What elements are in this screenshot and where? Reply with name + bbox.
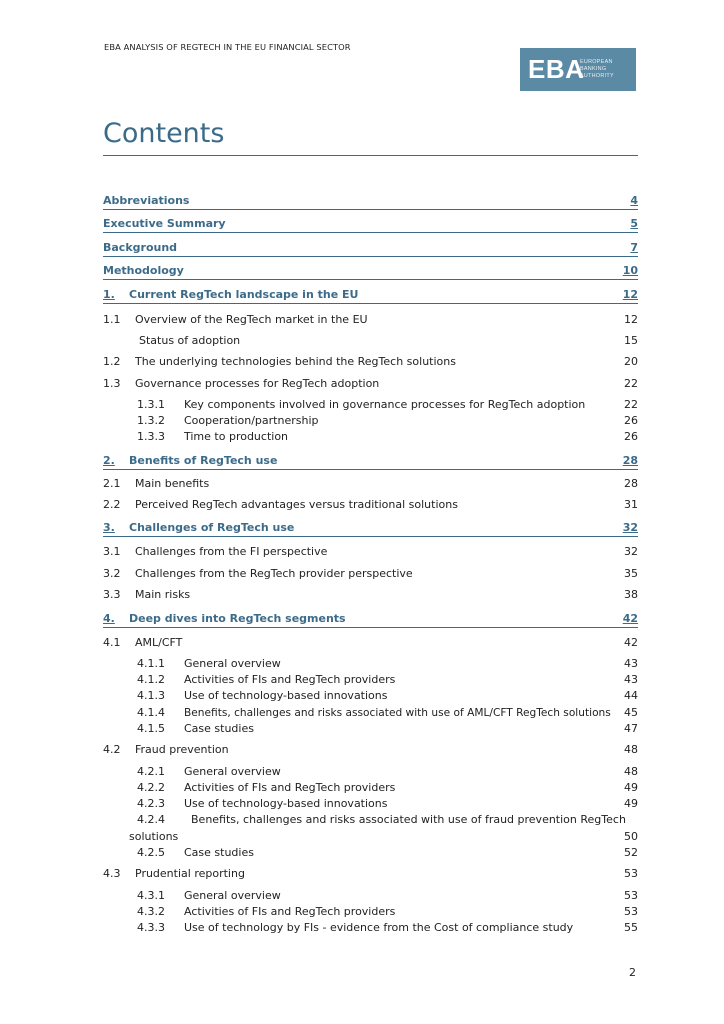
- toc-entry-page: 28: [624, 477, 638, 490]
- toc-entry-num: 4.2.1: [137, 765, 165, 778]
- toc-entry-num: 2.: [103, 454, 115, 467]
- toc-entry-page: 48: [624, 743, 638, 756]
- toc-entry-num: 4.2.2: [137, 781, 165, 794]
- toc-entry-page: 35: [624, 567, 638, 580]
- toc-entry-text: General overview: [184, 889, 281, 902]
- toc-entry-page: 15: [624, 334, 638, 347]
- toc-entry-page: 5: [630, 217, 638, 230]
- toc-entry-page: 7: [630, 241, 638, 254]
- toc-entry-text: Challenges from the RegTech provider perspective: [135, 567, 413, 580]
- page-number: 2: [629, 966, 636, 979]
- toc-entry-page: 43: [624, 657, 638, 670]
- toc-entry-text: Use of technology-based innovations: [184, 689, 388, 702]
- toc-entry-page: 26: [624, 414, 638, 427]
- toc-entry-page: 53: [624, 889, 638, 902]
- toc-entry-num: 4.1: [103, 636, 121, 649]
- toc-entry-text: Cooperation/partnership: [184, 414, 319, 427]
- toc-entry-text: General overview: [184, 765, 281, 778]
- toc-entry-text: Perceived RegTech advantages versus traditional solutions: [135, 498, 458, 511]
- toc-entry-num: 4.3.2: [137, 905, 165, 918]
- toc-entry-page: 38: [624, 588, 638, 601]
- logo-mark: EBA: [528, 54, 585, 84]
- logo-line: EUROPEAN: [580, 59, 613, 65]
- toc-entry[interactable]: [103, 241, 638, 257]
- toc-entry-page: 53: [624, 867, 638, 880]
- toc-entry[interactable]: [103, 454, 638, 470]
- toc-entry-text: Executive Summary: [103, 217, 226, 230]
- toc-entry-num: 1.1: [103, 313, 121, 326]
- toc-entry-text: Methodology: [103, 264, 184, 277]
- toc-entry-page: 45: [624, 706, 638, 719]
- toc-entry-text: Case studies: [184, 722, 254, 735]
- toc-entry-text: Activities of FIs and RegTech providers: [184, 781, 396, 794]
- toc-entry-page: 53: [624, 905, 638, 918]
- toc-entry-page: 10: [622, 264, 638, 277]
- toc-entry-text: Challenges from the FI perspective: [135, 545, 328, 558]
- toc-entry-num: 4.: [103, 612, 115, 625]
- running-header: EBA ANALYSIS OF REGTECH IN THE EU FINANCIAL SECTOR: [104, 42, 351, 52]
- toc-entry-num: 4.2: [103, 743, 121, 756]
- toc-entry-text: Time to production: [184, 430, 289, 443]
- toc-entry-num: 1.3: [103, 377, 121, 390]
- toc-entry-page: 42: [622, 612, 638, 625]
- toc-entry-text: Benefits, challenges and risks associated with use of fraud prevention RegTech: [191, 813, 626, 826]
- toc-entry-num: 2.1: [103, 477, 121, 490]
- toc-entry-text: Use of technology-based innovations: [184, 797, 388, 810]
- toc-entry[interactable]: [103, 521, 638, 537]
- toc-entry-page: 52: [624, 846, 638, 859]
- toc-entry-num: 1.2: [103, 355, 121, 368]
- toc-entry[interactable]: [103, 194, 638, 210]
- toc-entry-text: Benefits, challenges and risks associated with use of AML/CFT RegTech solutions: [184, 707, 611, 719]
- toc-entry-page: 55: [624, 921, 638, 934]
- toc-entry-num: 4.1.2: [137, 673, 165, 686]
- toc-entry[interactable]: [103, 612, 638, 628]
- toc-entry[interactable]: [103, 264, 638, 280]
- toc-entry-num: 4.2.4: [137, 813, 165, 826]
- toc-entry-page: 44: [624, 689, 638, 702]
- toc-entry-num: 3.3: [103, 588, 121, 601]
- toc-entry-num: 1.3.2: [137, 414, 165, 427]
- toc-entry-text: solutions: [129, 830, 179, 843]
- toc-entry-text: Benefits of RegTech use: [129, 454, 278, 467]
- toc-entry-page: 43: [624, 673, 638, 686]
- toc-entry-text: Governance processes for RegTech adoption: [135, 377, 380, 390]
- toc-entry-text: General overview: [184, 657, 281, 670]
- toc-entry-num: 3.: [103, 521, 115, 534]
- toc-entry[interactable]: [103, 217, 638, 233]
- toc-entry-text: Overview of the RegTech market in the EU: [135, 313, 368, 326]
- toc-entry-num: 4.1.5: [137, 722, 165, 735]
- toc-entry-text: Status of adoption: [139, 334, 241, 347]
- page-title: Contents: [103, 118, 225, 149]
- toc-entry-page: 47: [624, 722, 638, 735]
- toc-entry-page: 12: [624, 313, 638, 326]
- toc-entry-num: 2.2: [103, 498, 121, 511]
- toc-entry-text: Deep dives into RegTech segments: [129, 612, 346, 625]
- toc-entry-text: Current RegTech landscape in the EU: [129, 288, 359, 301]
- toc-entry-num: 4.2.3: [137, 797, 165, 810]
- toc-entry-num: 1.3.1: [137, 398, 165, 411]
- toc-entry-page: 32: [622, 521, 638, 534]
- toc-entry-num: 3.1: [103, 545, 121, 558]
- toc-entry[interactable]: [103, 288, 638, 304]
- toc-entry-page: 22: [624, 377, 638, 390]
- toc-entry-text: Abbreviations: [103, 194, 190, 207]
- toc-entry-text: Case studies: [184, 846, 254, 859]
- toc-entry-text: Activities of FIs and RegTech providers: [184, 905, 396, 918]
- toc-entry-page: 48: [624, 765, 638, 778]
- toc-entry-page: 28: [622, 454, 638, 467]
- toc-entry-num: 3.2: [103, 567, 121, 580]
- toc-entry-num: 4.1.4: [137, 706, 165, 719]
- toc-entry-page: 32: [624, 545, 638, 558]
- toc-entry-page: 31: [624, 498, 638, 511]
- toc-entry-page: 49: [624, 797, 638, 810]
- logo-line: AUTHORITY: [580, 73, 614, 79]
- toc-entry-page: 12: [622, 288, 638, 301]
- toc-entry-text: Key components involved in governance processes for RegTech adoption: [184, 398, 586, 411]
- toc-entry-text: Activities of FIs and RegTech providers: [184, 673, 396, 686]
- toc-entry-text: Use of technology by FIs - evidence from the Cost of compliance study: [184, 921, 574, 934]
- toc-entry-text: Main benefits: [135, 477, 210, 490]
- toc-entry-page: 42: [624, 636, 638, 649]
- toc-entry-text: AML/CFT: [135, 636, 183, 649]
- toc-entry-text: Challenges of RegTech use: [129, 521, 295, 534]
- toc-entry-text: Prudential reporting: [135, 867, 245, 880]
- toc-entry-num: 4.3: [103, 867, 121, 880]
- toc-entry-page: 4: [630, 194, 638, 207]
- toc-entry-num: 4.2.5: [137, 846, 165, 859]
- toc-entry-num: 4.3.3: [137, 921, 165, 934]
- toc-entry-text: Main risks: [135, 588, 191, 601]
- toc-entry-text: Fraud prevention: [135, 743, 229, 756]
- toc-entry-page: 22: [624, 398, 638, 411]
- toc-entry-num: 4.1.1: [137, 657, 165, 670]
- toc-entry-num: 1.: [103, 288, 115, 301]
- toc-entry-page: 20: [624, 355, 638, 368]
- toc-entry-text: Background: [103, 241, 178, 254]
- toc-entry-num: 4.1.3: [137, 689, 165, 702]
- toc-entry-page: 50: [624, 830, 638, 843]
- logo-line: BANKING: [580, 66, 607, 72]
- toc-entry-text: The underlying technologies behind the RegTech solutions: [135, 355, 456, 368]
- toc-entry-num: 4.3.1: [137, 889, 165, 902]
- toc-entry-page: 26: [624, 430, 638, 443]
- toc-entry-num: 1.3.3: [137, 430, 165, 443]
- toc-entry-page: 49: [624, 781, 638, 794]
